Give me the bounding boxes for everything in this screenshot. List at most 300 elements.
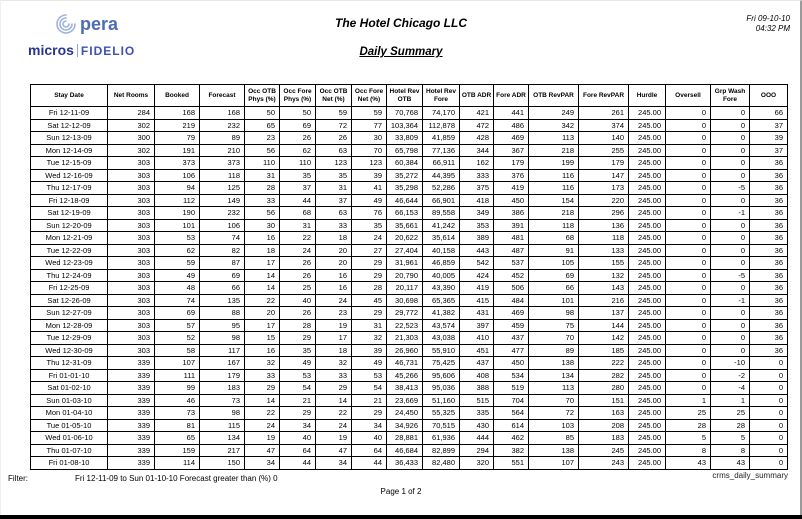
value-cell: 20	[316, 257, 352, 270]
value-cell: 408	[460, 369, 494, 382]
value-cell: 19	[245, 432, 280, 445]
value-cell: 43	[666, 457, 711, 470]
table-row	[31, 444, 788, 457]
table-row	[31, 457, 788, 470]
value-cell: 40,158	[423, 244, 460, 257]
value-cell: 116	[529, 169, 579, 182]
value-cell: 66,911	[423, 157, 460, 170]
value-cell: 245.00	[629, 132, 666, 145]
value-cell: 245.00	[629, 307, 666, 320]
value-cell: 36	[750, 194, 788, 207]
value-cell: 0	[711, 157, 750, 170]
value-cell: 40	[280, 432, 316, 445]
table-header	[31, 85, 788, 107]
value-cell: 50	[280, 107, 316, 120]
value-cell: 0	[666, 182, 711, 195]
value-cell: 66	[200, 282, 245, 295]
value-cell: 75	[529, 319, 579, 332]
opera-wordmark: pera	[80, 13, 119, 34]
value-cell: 0	[666, 144, 711, 157]
value-cell: 21	[280, 394, 316, 407]
value-cell: 0	[750, 419, 788, 432]
column-header: OTB RevPAR	[529, 85, 579, 107]
filter-label: Filter:	[8, 474, 28, 483]
value-cell: 26	[280, 257, 316, 270]
value-cell: 142	[579, 332, 629, 345]
value-cell: 64	[280, 444, 316, 457]
value-cell: 1	[711, 394, 750, 407]
value-cell: 245.00	[629, 157, 666, 170]
fidelio-wordmark: FIDELIO	[80, 44, 136, 58]
value-cell: 217	[200, 444, 245, 457]
table-row	[31, 219, 788, 232]
value-cell: 35,272	[387, 169, 423, 182]
value-cell: 17	[245, 257, 280, 270]
value-cell: 245.00	[629, 332, 666, 345]
column-header: Fore RevPAR	[579, 85, 629, 107]
value-cell: 95,606	[423, 369, 460, 382]
value-cell: 44,395	[423, 169, 460, 182]
value-cell: 98	[529, 307, 579, 320]
value-cell: 534	[494, 369, 529, 382]
value-cell: 99	[155, 382, 200, 395]
value-cell: 0	[666, 294, 711, 307]
value-cell: 101	[155, 219, 200, 232]
value-cell: 41,382	[423, 307, 460, 320]
value-cell: 339	[108, 382, 155, 395]
value-cell: 245.00	[629, 294, 666, 307]
value-cell: 243	[579, 457, 629, 470]
value-cell: 367	[494, 144, 529, 157]
column-header: Fore ADR	[494, 85, 529, 107]
value-cell: 116	[529, 182, 579, 195]
stay-date-cell: Fri 12-25-09	[31, 282, 108, 295]
stay-date-cell: Tue 01-05-10	[31, 419, 108, 432]
value-cell: 339	[108, 432, 155, 445]
value-cell: 107	[529, 457, 579, 470]
value-cell: 72	[529, 407, 579, 420]
value-cell: 56	[245, 207, 280, 220]
value-cell: 245.00	[629, 169, 666, 182]
value-cell: 245.00	[629, 244, 666, 257]
value-cell: 154	[529, 194, 579, 207]
value-cell: 136	[579, 219, 629, 232]
stay-date-cell: Sat 12-19-09	[31, 207, 108, 220]
value-cell: 31	[316, 182, 352, 195]
value-cell: 36	[750, 257, 788, 270]
value-cell: 81	[155, 419, 200, 432]
value-cell: 22	[316, 407, 352, 420]
value-cell: 70	[529, 332, 579, 345]
value-cell: 303	[108, 157, 155, 170]
value-cell: 112,878	[423, 119, 460, 132]
value-cell: 342	[529, 119, 579, 132]
value-cell: 62	[280, 144, 316, 157]
value-cell: 22	[280, 232, 316, 245]
value-cell: 430	[460, 419, 494, 432]
value-cell: 303	[108, 182, 155, 195]
table-row	[31, 282, 788, 295]
value-cell: 111	[155, 369, 200, 382]
value-cell: 74	[155, 294, 200, 307]
column-header: Hotel Rev OTB	[387, 85, 423, 107]
value-cell: 115	[200, 419, 245, 432]
value-cell: 32	[352, 332, 387, 345]
value-cell: 138	[529, 444, 579, 457]
value-cell: 36	[750, 244, 788, 257]
stay-date-cell: Thu 12-24-09	[31, 269, 108, 282]
table-row	[31, 257, 788, 270]
value-cell: 389	[460, 232, 494, 245]
value-cell: 36	[750, 344, 788, 357]
value-cell: 344	[460, 144, 494, 157]
value-cell: 220	[579, 194, 629, 207]
value-cell: 0	[666, 194, 711, 207]
value-cell: 85	[529, 432, 579, 445]
value-cell: 112	[155, 194, 200, 207]
value-cell: 339	[108, 394, 155, 407]
value-cell: 16	[245, 232, 280, 245]
value-cell: 284	[108, 107, 155, 120]
value-cell: 74	[200, 232, 245, 245]
value-cell: 137	[579, 307, 629, 320]
value-cell: -10	[711, 357, 750, 370]
value-cell: 179	[579, 157, 629, 170]
value-cell: 162	[460, 157, 494, 170]
value-cell: 18	[316, 232, 352, 245]
value-cell: 26	[316, 132, 352, 145]
value-cell: 66,153	[387, 207, 423, 220]
value-cell: 144	[579, 319, 629, 332]
value-cell: 0	[711, 257, 750, 270]
column-header: Forecast	[200, 85, 245, 107]
value-cell: 29	[352, 269, 387, 282]
value-cell: 437	[460, 357, 494, 370]
value-cell: 63	[316, 144, 352, 157]
value-cell: 0	[666, 119, 711, 132]
stay-date-cell: Tue 12-29-09	[31, 332, 108, 345]
value-cell: 0	[750, 444, 788, 457]
value-cell: 33	[316, 219, 352, 232]
print-date: Fri 09-10-10	[746, 14, 790, 23]
value-cell: 59	[316, 107, 352, 120]
value-cell: 69	[280, 119, 316, 132]
stay-date-cell: Sun 12-20-09	[31, 219, 108, 232]
value-cell: 294	[460, 444, 494, 457]
value-cell: 168	[200, 107, 245, 120]
stay-date-cell: Wed 12-30-09	[31, 344, 108, 357]
value-cell: 0	[666, 269, 711, 282]
value-cell: 16	[316, 282, 352, 295]
table-row	[31, 107, 788, 120]
value-cell: 21,303	[387, 332, 423, 345]
value-cell: 40,005	[423, 269, 460, 282]
value-cell: 82	[200, 244, 245, 257]
value-cell: 0	[711, 119, 750, 132]
value-cell: 373	[155, 157, 200, 170]
header-row	[31, 85, 788, 107]
value-cell: 29,772	[387, 307, 423, 320]
value-cell: 19	[316, 432, 352, 445]
value-cell: 339	[108, 369, 155, 382]
value-cell: 61,936	[423, 432, 460, 445]
value-cell: 216	[579, 294, 629, 307]
value-cell: 113	[529, 382, 579, 395]
value-cell: 245.00	[629, 357, 666, 370]
table-row	[31, 357, 788, 370]
value-cell: 54	[352, 382, 387, 395]
value-cell: 45,266	[387, 369, 423, 382]
value-cell: 52	[155, 332, 200, 345]
value-cell: 0	[666, 219, 711, 232]
value-cell: 37	[280, 182, 316, 195]
value-cell: 32	[316, 357, 352, 370]
value-cell: 37	[316, 194, 352, 207]
value-cell: 349	[460, 207, 494, 220]
value-cell: 245.00	[629, 457, 666, 470]
value-cell: 190	[155, 207, 200, 220]
value-cell: 25	[666, 407, 711, 420]
value-cell: 41,859	[423, 132, 460, 145]
value-cell: 36	[750, 157, 788, 170]
value-cell: 419	[460, 282, 494, 295]
value-cell: 515	[460, 394, 494, 407]
value-cell: 0	[750, 407, 788, 420]
value-cell: 232	[200, 207, 245, 220]
value-cell: 87	[200, 257, 245, 270]
table-row	[31, 369, 788, 382]
value-cell: 31,961	[387, 257, 423, 270]
value-cell: 452	[494, 269, 529, 282]
value-cell: 24,450	[387, 407, 423, 420]
value-cell: 95,036	[423, 382, 460, 395]
value-cell: 48	[155, 282, 200, 295]
value-cell: 302	[108, 144, 155, 157]
value-cell: 0	[666, 169, 711, 182]
value-cell: 159	[155, 444, 200, 457]
value-cell: 118	[579, 232, 629, 245]
value-cell: 60,384	[387, 157, 423, 170]
value-cell: 245.00	[629, 207, 666, 220]
value-cell: 29	[280, 407, 316, 420]
stay-date-cell: Wed 01-06-10	[31, 432, 108, 445]
value-cell: 218	[529, 207, 579, 220]
value-cell: 373	[200, 157, 245, 170]
value-cell: 0	[711, 282, 750, 295]
value-cell: 103,364	[387, 119, 423, 132]
value-cell: 31	[352, 319, 387, 332]
value-cell: 303	[108, 307, 155, 320]
column-header: Hotel Rev Fore	[423, 85, 460, 107]
value-cell: 103	[529, 419, 579, 432]
value-cell: 36	[750, 219, 788, 232]
stay-date-cell: Fri 01-01-10	[31, 369, 108, 382]
stay-date-cell: Sat 12-26-09	[31, 294, 108, 307]
value-cell: 24	[352, 232, 387, 245]
value-cell: 35	[316, 169, 352, 182]
value-cell: 17	[316, 332, 352, 345]
value-cell: 45	[352, 294, 387, 307]
value-cell: 472	[460, 119, 494, 132]
value-cell: 339	[108, 357, 155, 370]
print-datetime	[746, 14, 790, 34]
value-cell: 17	[245, 319, 280, 332]
value-cell: 0	[711, 194, 750, 207]
table-row	[31, 207, 788, 220]
value-cell: 34,926	[387, 419, 423, 432]
value-cell: 135	[200, 294, 245, 307]
value-cell: 55,910	[423, 344, 460, 357]
value-cell: 49	[352, 194, 387, 207]
value-cell: 53	[280, 369, 316, 382]
table-row	[31, 144, 788, 157]
value-cell: 16	[245, 344, 280, 357]
value-cell: 0	[750, 457, 788, 470]
value-cell: 35,661	[387, 219, 423, 232]
value-cell: 46	[155, 394, 200, 407]
value-cell: 333	[460, 169, 494, 182]
stay-date-cell: Fri 01-08-10	[31, 457, 108, 470]
value-cell: 66,901	[423, 194, 460, 207]
value-cell: 185	[579, 344, 629, 357]
value-cell: 50	[245, 107, 280, 120]
value-cell: 37	[750, 119, 788, 132]
value-cell: 26	[280, 269, 316, 282]
value-cell: 89,558	[423, 207, 460, 220]
value-cell: 506	[494, 282, 529, 295]
value-cell: 28	[280, 319, 316, 332]
value-cell: 477	[494, 344, 529, 357]
value-cell: 36	[750, 294, 788, 307]
value-cell: 0	[750, 357, 788, 370]
value-cell: 261	[579, 107, 629, 120]
value-cell: 5	[711, 432, 750, 445]
value-cell: 150	[200, 457, 245, 470]
column-header: OTB ADR	[460, 85, 494, 107]
value-cell: 0	[666, 232, 711, 245]
value-cell: 208	[579, 419, 629, 432]
value-cell: 106	[155, 169, 200, 182]
value-cell: 94	[155, 182, 200, 195]
column-header: Hurdle	[629, 85, 666, 107]
value-cell: 14	[245, 282, 280, 295]
value-cell: 0	[750, 394, 788, 407]
value-cell: 26	[280, 307, 316, 320]
value-cell: 24	[316, 419, 352, 432]
stay-date-cell: Mon 01-04-10	[31, 407, 108, 420]
column-header: Occ OTB Phys (%)	[245, 85, 280, 107]
value-cell: 82,899	[423, 444, 460, 457]
stay-date-cell: Fri 12-11-09	[31, 107, 108, 120]
value-cell: 5	[666, 432, 711, 445]
value-cell: 245.00	[629, 257, 666, 270]
value-cell: 0	[666, 107, 711, 120]
value-cell: 37	[750, 144, 788, 157]
value-cell: 0	[711, 307, 750, 320]
value-cell: 303	[108, 244, 155, 257]
value-cell: 91	[529, 244, 579, 257]
value-cell: 23	[245, 132, 280, 145]
value-cell: 382	[494, 444, 529, 457]
value-cell: 28	[245, 182, 280, 195]
value-cell: 59	[155, 257, 200, 270]
value-cell: 22	[245, 407, 280, 420]
value-cell: 431	[460, 307, 494, 320]
value-cell: 519	[494, 382, 529, 395]
value-cell: 123	[352, 157, 387, 170]
value-cell: 36,433	[387, 457, 423, 470]
value-cell: 113	[529, 132, 579, 145]
value-cell: 424	[460, 269, 494, 282]
value-cell: 29	[280, 332, 316, 345]
value-cell: 335	[460, 407, 494, 420]
value-cell: 245.00	[629, 269, 666, 282]
value-cell: 0	[711, 232, 750, 245]
value-cell: 101	[529, 294, 579, 307]
value-cell: 29	[245, 382, 280, 395]
value-cell: 704	[494, 394, 529, 407]
table-row	[31, 244, 788, 257]
value-cell: 462	[494, 432, 529, 445]
table-row	[31, 344, 788, 357]
value-cell: 0	[666, 382, 711, 395]
value-cell: 245.00	[629, 407, 666, 420]
value-cell: 0	[666, 344, 711, 357]
value-cell: 374	[579, 119, 629, 132]
stay-date-cell: Thu 12-17-09	[31, 182, 108, 195]
micros-wordmark: micros	[28, 42, 74, 58]
value-cell: 36	[750, 207, 788, 220]
value-cell: 36	[750, 269, 788, 282]
value-cell: 0	[666, 319, 711, 332]
value-cell: 14	[245, 269, 280, 282]
value-cell: 47	[316, 444, 352, 457]
value-cell: 303	[108, 269, 155, 282]
value-cell: 29	[316, 382, 352, 395]
column-header: Stay Date	[31, 85, 108, 107]
value-cell: 27,404	[387, 244, 423, 257]
value-cell: -5	[711, 269, 750, 282]
value-cell: 451	[460, 344, 494, 357]
value-cell: 151	[579, 394, 629, 407]
value-cell: 77	[352, 119, 387, 132]
value-cell: 54	[280, 382, 316, 395]
value-cell: 20,622	[387, 232, 423, 245]
value-cell: 245.00	[629, 144, 666, 157]
value-cell: 302	[108, 119, 155, 132]
value-cell: 39	[750, 132, 788, 145]
value-cell: 133	[579, 244, 629, 257]
value-cell: 125	[200, 182, 245, 195]
value-cell: 232	[200, 119, 245, 132]
report-id: crms_daily_summary	[712, 471, 788, 480]
value-cell: 20	[316, 244, 352, 257]
value-cell: 46,859	[423, 257, 460, 270]
stay-date-cell: Sun 01-03-10	[31, 394, 108, 407]
value-cell: 138	[529, 357, 579, 370]
value-cell: 40	[352, 432, 387, 445]
value-cell: 0	[666, 132, 711, 145]
value-cell: 36	[750, 182, 788, 195]
value-cell: 57	[155, 319, 200, 332]
value-cell: 388	[460, 382, 494, 395]
value-cell: 49	[280, 357, 316, 370]
value-cell: 49	[155, 269, 200, 282]
value-cell: 41,242	[423, 219, 460, 232]
value-cell: 35	[352, 219, 387, 232]
value-cell: 20,790	[387, 269, 423, 282]
value-cell: 28,881	[387, 432, 423, 445]
